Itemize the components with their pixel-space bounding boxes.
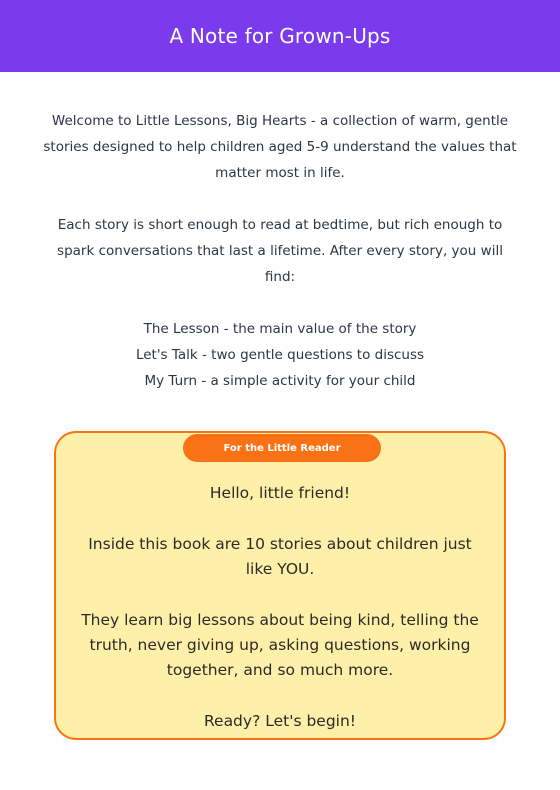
card-greeting: Hello, little friend! [209,484,351,502]
little-reader-card [54,431,506,740]
bedtime-paragraph: Each story is short enough to read at bedtime, but rich enough to spark conversations that last a lifetime. After every story, you will find: [57,217,503,285]
paragraph-spacer [40,290,520,316]
feature-lesson: The Lesson - the main value of the story [143,321,417,337]
page-title: A Note for Grown-Ups [169,24,391,48]
card-stories-text: Inside this book are 10 stories about children just like YOU. [88,535,472,578]
page-header [0,0,560,72]
paragraph-spacer [76,506,484,532]
paragraph-spacer [76,582,484,608]
paragraph-spacer [40,186,520,212]
paragraph-spacer [76,683,484,709]
card-lessons-text: They learn big lessons about being kind, telling the truth, never giving up, asking questions, working together, and so much more. [81,611,479,679]
feature-my-turn: My Turn - a simple activity for your child [144,373,416,389]
card-closing: Ready? Let's begin! [203,712,357,730]
grownups-note [40,108,520,394]
little-reader-badge [183,434,381,462]
intro-paragraph: Welcome to Little Lessons, Big Hearts - a collection of warm, gentle stories designed to help children aged 5-9 understand the values that matter most in life. [43,113,517,181]
feature-lets-talk: Let's Talk - two gentle questions to discuss [135,347,425,363]
card-body [76,481,484,734]
badge-label: For the Little Reader [223,442,341,454]
